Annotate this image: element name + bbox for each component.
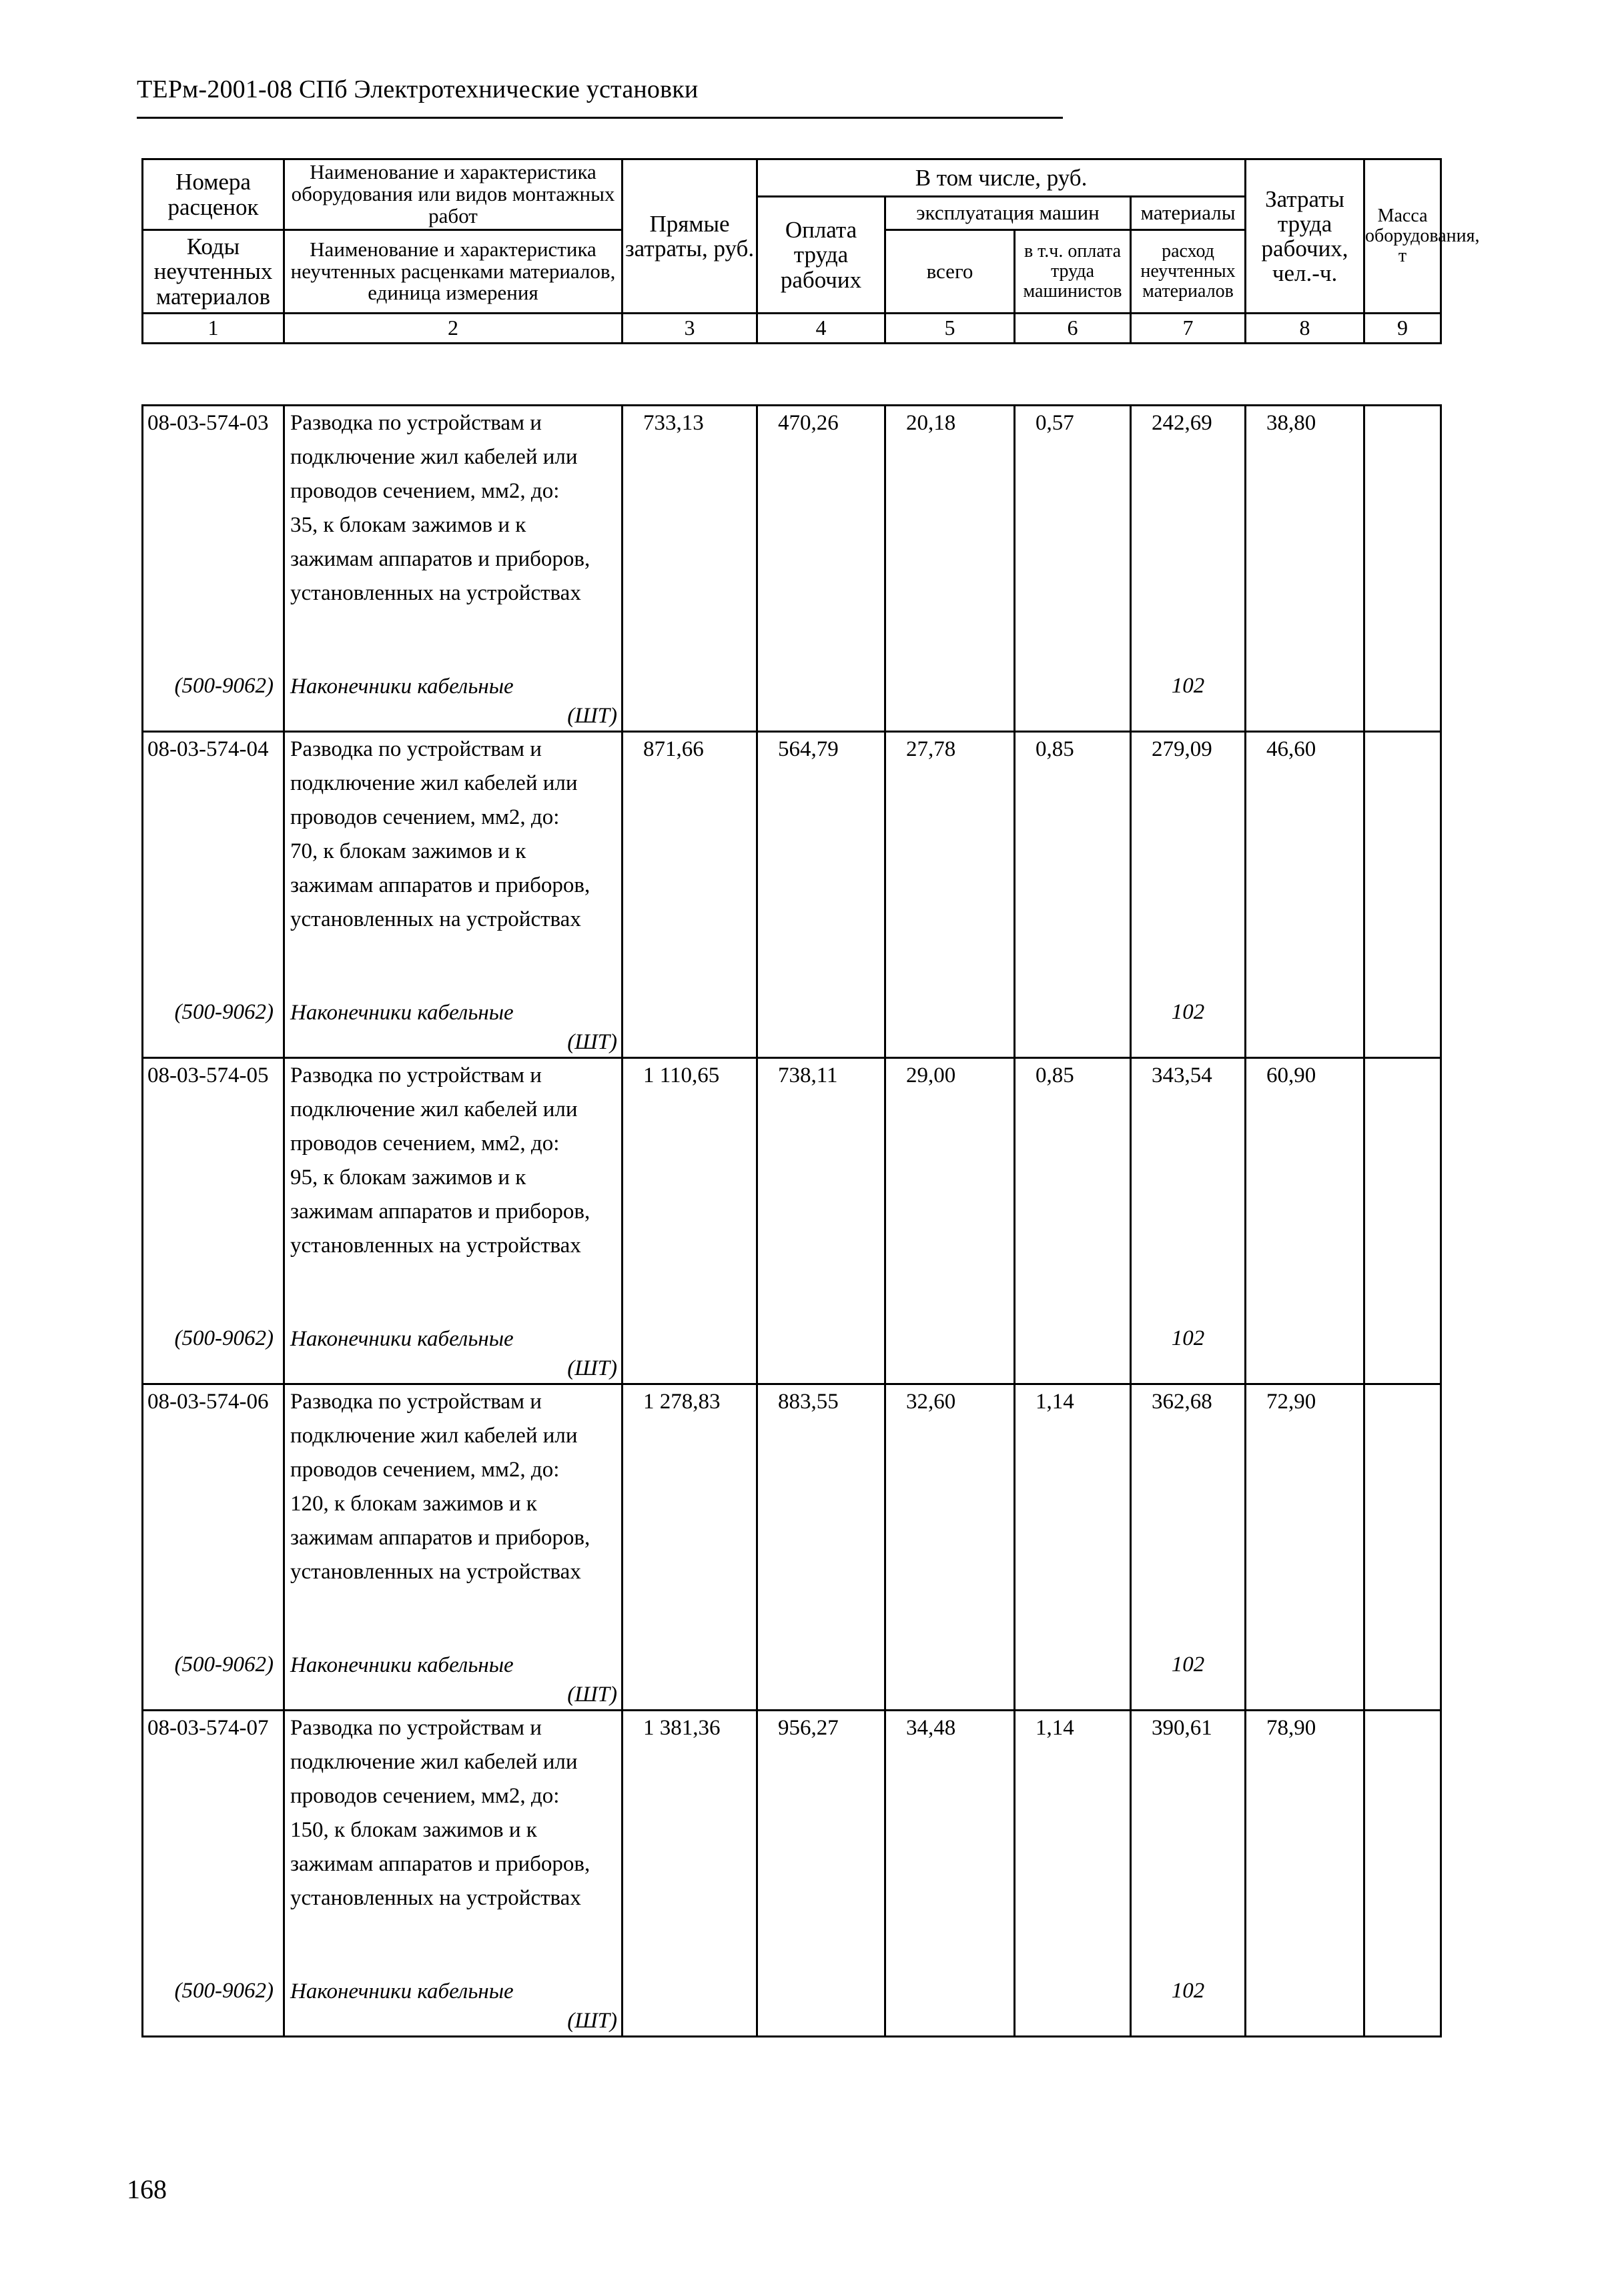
empty-cell	[757, 1316, 885, 1384]
work-description-line: установленных на устройствах	[290, 907, 581, 931]
empty-cell	[885, 664, 1015, 732]
material-unit: (ШТ)	[567, 1683, 617, 1707]
empty-cell	[1015, 1316, 1131, 1384]
work-description-cell	[284, 1384, 623, 1643]
labor-hours: 60,90	[1246, 1058, 1364, 1316]
rate-code: 08-03-574-07	[143, 1711, 284, 1969]
page-number: 168	[127, 2174, 167, 2204]
material-quantity: 102	[1131, 664, 1246, 732]
rates-table	[141, 404, 1442, 2037]
col-header-material-codes: Коды неучтенных материалов	[143, 230, 284, 314]
work-description	[285, 733, 621, 937]
empty-cell	[623, 1643, 757, 1711]
column-header-table	[141, 158, 1480, 344]
work-description-line: проводов сечением, мм2, до:	[290, 1784, 560, 1808]
col-header-material-consumption: расход неучтенных материалов	[1131, 230, 1246, 314]
col-number: 9	[1364, 314, 1441, 344]
material-name-cell	[284, 1969, 623, 2037]
col-header-machines-total: всего	[885, 230, 1015, 314]
table-row	[143, 1058, 1441, 1316]
direct-costs: 1 110,65	[623, 1058, 757, 1316]
page-header-title: ТЕРм-2001-08 СПб Электротехнические установки	[137, 75, 699, 103]
empty-cell	[1364, 1316, 1441, 1384]
equipment-mass	[1364, 1384, 1441, 1643]
material-quantity: 102	[1131, 1316, 1246, 1384]
col-number: 2	[284, 314, 623, 344]
work-description-line: 35, к блокам зажимов и к	[290, 513, 526, 537]
work-description-cell	[284, 1711, 623, 1969]
work-description-line: Разводка по устройствам и	[290, 737, 542, 761]
equipment-mass	[1364, 1711, 1441, 1969]
work-description-cell	[284, 732, 623, 990]
labor-pay: 738,11	[757, 1058, 885, 1316]
col-header-work-name: Наименование и характеристика оборудования или видов монтажных работ	[284, 159, 623, 230]
material-code: (500-9062)	[143, 990, 284, 1058]
empty-cell	[1364, 990, 1441, 1058]
material-unit: (ШТ)	[567, 2009, 617, 2033]
labor-pay: 470,26	[757, 406, 885, 664]
work-description-line: установленных на устройствах	[290, 1886, 581, 1910]
col-number: 3	[623, 314, 757, 344]
work-description-cell	[284, 1058, 623, 1316]
material-row	[143, 1969, 1441, 2037]
material-row	[143, 1316, 1441, 1384]
empty-cell	[1246, 990, 1364, 1058]
labor-hours: 78,90	[1246, 1711, 1364, 1969]
machinists-pay: 0,85	[1015, 1058, 1131, 1316]
work-description	[285, 1059, 621, 1263]
work-description-line: Разводка по устройствам и	[290, 1716, 542, 1740]
col-number: 8	[1246, 314, 1364, 344]
empty-cell	[885, 1316, 1015, 1384]
work-description-line: зажимам аппаратов и приборов,	[290, 1200, 590, 1224]
work-description-line: зажимам аппаратов и приборов,	[290, 873, 590, 897]
table-row	[143, 1384, 1441, 1643]
material-name-cell	[284, 1643, 623, 1711]
work-description-line: зажимам аппаратов и приборов,	[290, 1852, 590, 1876]
machinists-pay: 1,14	[1015, 1384, 1131, 1643]
empty-cell	[623, 1316, 757, 1384]
work-description-line: проводов сечением, мм2, до:	[290, 1458, 560, 1482]
material-name-cell	[284, 664, 623, 732]
col-number: 1	[143, 314, 284, 344]
work-description-line: установленных на устройствах	[290, 581, 581, 605]
col-header-machinists-pay: в т.ч. оплата труда машинистов	[1015, 230, 1131, 314]
machinists-pay: 0,85	[1015, 732, 1131, 990]
empty-cell	[1015, 1969, 1131, 2037]
material-unit: (ШТ)	[567, 704, 617, 728]
work-description-line: 95, к блокам зажимов и к	[290, 1166, 526, 1190]
work-description-line: подключение жил кабелей или	[290, 445, 578, 469]
rate-code: 08-03-574-03	[143, 406, 284, 664]
machinists-pay: 1,14	[1015, 1711, 1131, 1969]
work-description	[285, 1385, 621, 1589]
equipment-mass	[1364, 406, 1441, 664]
empty-cell	[1364, 1643, 1441, 1711]
empty-cell	[1246, 1316, 1364, 1384]
work-description-line: Разводка по устройствам и	[290, 1063, 542, 1087]
col-header-labor-hours: Затраты труда рабочих, чел.-ч.	[1246, 159, 1364, 314]
machines-total: 32,60	[885, 1384, 1015, 1643]
empty-cell	[885, 1643, 1015, 1711]
materials-cost: 279,09	[1131, 732, 1246, 990]
empty-cell	[1364, 1969, 1441, 2037]
material-quantity: 102	[1131, 1643, 1246, 1711]
work-description-line: зажимам аппаратов и приборов,	[290, 1526, 590, 1550]
machines-total: 20,18	[885, 406, 1015, 664]
materials-cost: 390,61	[1131, 1711, 1246, 1969]
empty-cell	[1364, 664, 1441, 732]
work-description	[285, 406, 621, 610]
empty-cell	[1246, 1643, 1364, 1711]
material-name: Наконечники кабельные	[290, 1327, 514, 1351]
empty-cell	[1246, 664, 1364, 732]
empty-cell	[885, 1969, 1015, 2037]
work-description-line: зажимам аппаратов и приборов,	[290, 547, 590, 571]
work-description-line: подключение жил кабелей или	[290, 1750, 578, 1774]
material-code: (500-9062)	[143, 664, 284, 732]
direct-costs: 733,13	[623, 406, 757, 664]
equipment-mass	[1364, 732, 1441, 990]
material-code: (500-9062)	[143, 1969, 284, 2037]
direct-costs: 871,66	[623, 732, 757, 990]
table-row	[143, 406, 1441, 664]
machines-total: 27,78	[885, 732, 1015, 990]
work-description	[285, 1711, 621, 1915]
work-description-line: Разводка по устройствам и	[290, 1390, 542, 1414]
material-name-cell	[284, 1316, 623, 1384]
empty-cell	[885, 990, 1015, 1058]
material-name: Наконечники кабельные	[290, 1653, 514, 1677]
col-header-group-including: В том числе, руб.	[757, 159, 1246, 197]
rate-code: 08-03-574-04	[143, 732, 284, 990]
material-row	[143, 1643, 1441, 1711]
empty-cell	[623, 990, 757, 1058]
col-number: 5	[885, 314, 1015, 344]
materials-cost: 242,69	[1131, 406, 1246, 664]
material-name-cell	[284, 990, 623, 1058]
rate-code: 08-03-574-05	[143, 1058, 284, 1316]
work-description-line: Разводка по устройствам и	[290, 411, 542, 435]
material-code: (500-9062)	[143, 1316, 284, 1384]
work-description-line: подключение жил кабелей или	[290, 1097, 578, 1121]
machines-total: 34,48	[885, 1711, 1015, 1969]
work-description-line: подключение жил кабелей или	[290, 771, 578, 795]
col-header-labor-pay: Оплата труда рабочих	[757, 197, 885, 314]
empty-cell	[757, 1969, 885, 2037]
empty-cell	[623, 1969, 757, 2037]
col-header-machines: эксплуатация машин	[885, 197, 1131, 230]
material-row	[143, 664, 1441, 732]
material-code: (500-9062)	[143, 1643, 284, 1711]
col-number: 4	[757, 314, 885, 344]
empty-cell	[1015, 990, 1131, 1058]
col-header-direct-costs: Прямые затраты, руб.	[623, 159, 757, 314]
materials-cost: 343,54	[1131, 1058, 1246, 1316]
empty-cell	[1015, 1643, 1131, 1711]
empty-cell	[623, 664, 757, 732]
col-header-rate-numbers: Номера расценок	[143, 159, 284, 230]
material-quantity: 102	[1131, 990, 1246, 1058]
material-name: Наконечники кабельные	[290, 674, 514, 699]
material-name: Наконечники кабельные	[290, 1001, 514, 1025]
rate-code: 08-03-574-06	[143, 1384, 284, 1643]
work-description-cell	[284, 406, 623, 664]
col-header-equipment-mass: Масса оборудования, т	[1364, 159, 1441, 314]
empty-cell	[1246, 1969, 1364, 2037]
work-description-line: 70, к блокам зажимов и к	[290, 839, 526, 863]
col-number: 7	[1131, 314, 1246, 344]
labor-hours: 46,60	[1246, 732, 1364, 990]
empty-cell	[757, 990, 885, 1058]
machines-total: 29,00	[885, 1058, 1015, 1316]
empty-cell	[1015, 664, 1131, 732]
empty-cell	[757, 664, 885, 732]
work-description-line: проводов сечением, мм2, до:	[290, 1131, 560, 1156]
col-header-material-name: Наименование и характеристика неучтенных расценками материалов, единица измерения	[284, 230, 623, 314]
work-description-line: 120, к блокам зажимов и к	[290, 1492, 537, 1516]
empty-cell	[757, 1643, 885, 1711]
work-description-line: подключение жил кабелей или	[290, 1424, 578, 1448]
direct-costs: 1 278,83	[623, 1384, 757, 1643]
work-description-line: установленных на устройствах	[290, 1234, 581, 1258]
work-description-line: установленных на устройствах	[290, 1560, 581, 1584]
work-description-line: 150, к блокам зажимов и к	[290, 1818, 537, 1842]
material-unit: (ШТ)	[567, 1030, 617, 1054]
col-number: 6	[1015, 314, 1131, 344]
work-description-line: проводов сечением, мм2, до:	[290, 479, 560, 503]
work-description-line: проводов сечением, мм2, до:	[290, 805, 560, 829]
labor-pay: 956,27	[757, 1711, 885, 1969]
table-row	[143, 732, 1441, 990]
material-quantity: 102	[1131, 1969, 1246, 2037]
material-row	[143, 990, 1441, 1058]
table-row	[143, 1711, 1441, 1969]
materials-cost: 362,68	[1131, 1384, 1246, 1643]
direct-costs: 1 381,36	[623, 1711, 757, 1969]
material-name: Наконечники кабельные	[290, 1979, 514, 2003]
labor-hours: 72,90	[1246, 1384, 1364, 1643]
col-header-materials: материалы	[1131, 197, 1246, 230]
header-rule	[137, 117, 1063, 119]
material-unit: (ШТ)	[567, 1356, 617, 1380]
labor-hours: 38,80	[1246, 406, 1364, 664]
machinists-pay: 0,57	[1015, 406, 1131, 664]
labor-pay: 883,55	[757, 1384, 885, 1643]
labor-pay: 564,79	[757, 732, 885, 990]
equipment-mass	[1364, 1058, 1441, 1316]
